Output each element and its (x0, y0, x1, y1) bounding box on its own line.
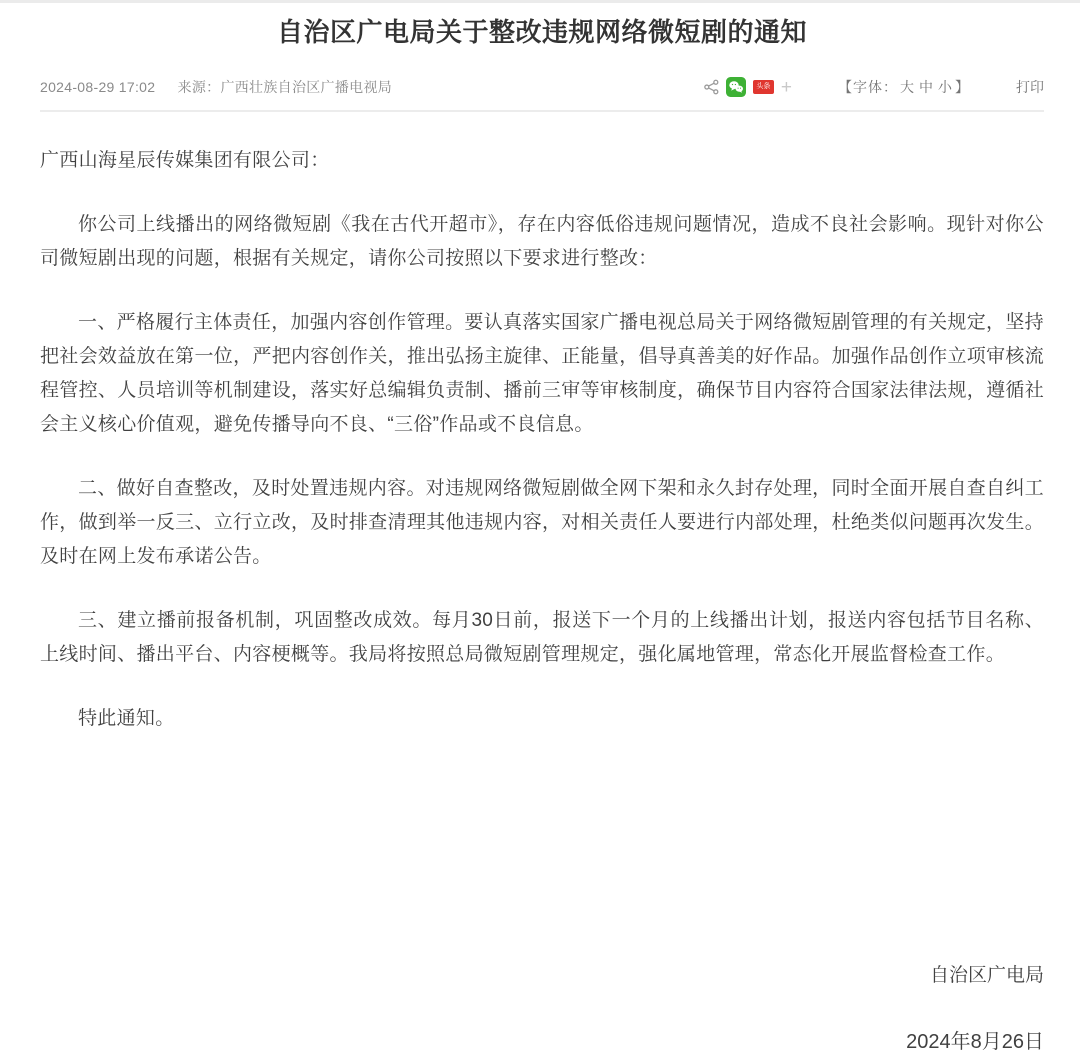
meta-row (40, 77, 1044, 112)
font-size-control (838, 77, 970, 97)
page-top-divider (0, 0, 1080, 3)
salutation: 广西山海星辰传媒集团有限公司： (40, 150, 330, 171)
publish-time: 2024-08-29 17:02 (40, 79, 156, 95)
font-size-small-button[interactable]: 小 (938, 79, 953, 95)
source-label: 来源：广西壮族自治区广播电视局 (177, 79, 393, 95)
paragraph-item-1: 一、严格履行主体责任，加强内容创作管理。要认真落实国家广播电视总局关于网络微短剧管理的有关规定，坚持把社会效益放在第一位，严把内容创作关，推出弘扬主旋律、正能量，倡导真善美的好作品。加强作品创作立项审核流程管控、人员培训等机制建设，落实好总编辑负责制、播前三审等审核制度，确保节目内容符合国家法律法规，遵循社会主义核心价值观，避免传播导向不良、“三俗”作品或不良信息。 (40, 312, 1044, 435)
paragraph-intro: 你公司上线播出的网络微短剧《我在古代开超市》，存在内容低俗违规问题情况，造成不良社会影响。现针对你公司微短剧出现的问题，根据有关规定，请你公司按照以下要求进行整改： (40, 214, 1044, 269)
font-size-suffix: 】 (955, 79, 970, 95)
notice-article (0, 12, 1080, 1059)
paragraph-item-2: 二、做好自查整改，及时处置违规内容。对违规网络微短剧做全网下架和永久封存处理，同时全面开展自查自纠工作，做到举一反三、立行立改，及时排查清理其他违规内容，对相关责任人要进行内部处理，杜绝类似问题再次发生。及时在网上发布承诺公告。 (40, 478, 1044, 567)
meta-actions (704, 77, 1044, 97)
signer-name: 自治区广电局 (929, 965, 1044, 986)
page-title: 自治区广电局关于整改违规网络微短剧的通知 (276, 17, 807, 47)
more-share-icon[interactable]: + (780, 76, 792, 98)
notice-body (40, 144, 1044, 736)
font-size-prefix: 【字体： (838, 79, 898, 95)
toutiao-share-icon[interactable]: 头条 (753, 80, 774, 94)
share-toolbar (704, 77, 792, 97)
share-icon[interactable] (704, 79, 719, 95)
font-size-large-button[interactable]: 大 (900, 79, 915, 95)
meta-info (40, 77, 392, 97)
closing-line: 特此通知。 (78, 708, 175, 729)
print-button[interactable]: 打印 (1016, 79, 1044, 95)
signature-date: 2024年8月26日 (906, 1031, 1044, 1053)
font-size-medium-button[interactable]: 中 (919, 79, 934, 95)
paragraph-item-3: 三、建立播前报备机制，巩固整改成效。每月30日前，报送下一个月的上线播出计划，报送内容包括节目名称、上线时间、播出平台、内容梗概等。我局将按照总局微短剧管理规定，强化属地管理，常态化开展监督检查工作。 (40, 610, 1044, 665)
wechat-share-icon[interactable] (726, 77, 746, 97)
signature-block (40, 959, 1044, 1059)
